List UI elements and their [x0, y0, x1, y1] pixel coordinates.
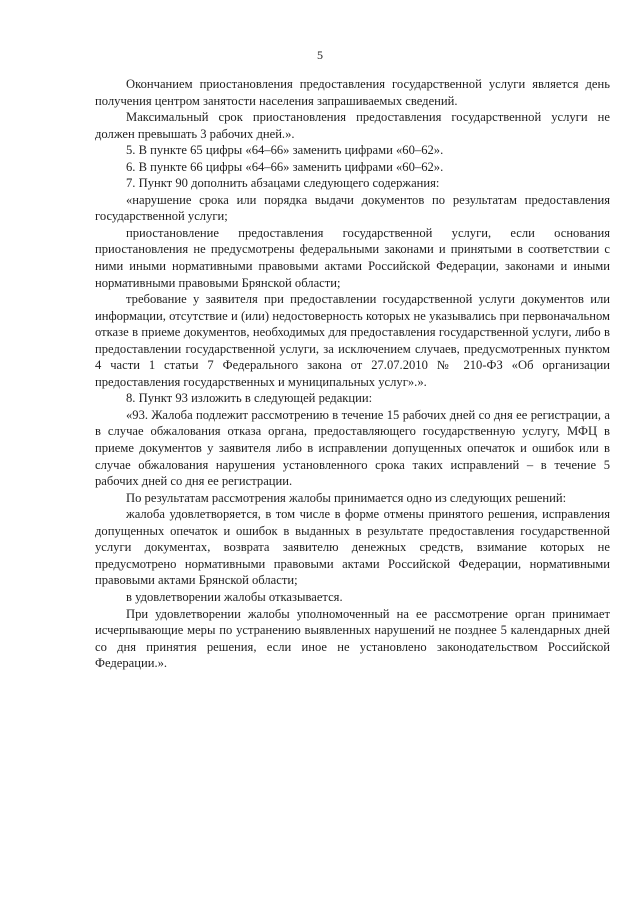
paragraph: «93. Жалоба подлежит рассмотрению в течение 15 рабочих дней со дня ее регистрации, а в случае обжалования отказа органа, предоставляющего государственную услугу, МФЦ в приеме документов у заявителя либо в исправлении допущенных опечаток и ошибок или в случае обжалования нарушения установленного срока таких исправлений – в течение 5 рабочих дней со дня ее регистрации.: [95, 407, 610, 489]
paragraph: «нарушение срока или порядка выдачи документов по результатам предоставления государственной услуги;: [95, 192, 610, 224]
paragraph: 8. Пункт 93 изложить в следующей редакции:: [126, 391, 373, 406]
document-body: [95, 76, 610, 672]
paragraph: Окончанием приостановления предоставления государственной услуги является день получения центром занятости населения запрашиваемых сведений.: [95, 77, 610, 108]
paragraph: жалоба удовлетворяется, в том числе в форме отмены принятого решения, исправления допущенных опечаток и ошибок в выданных в результате предоставления государственной услуги документах, возврата заявителю денежных средств, взимание которых не предусмотрено нормативными правовыми актами Российской Федерации, нормативными правовыми актами Брянской области;: [95, 507, 610, 588]
paragraph: 7. Пункт 90 дополнить абзацами следующего содержания:: [126, 176, 440, 191]
paragraph: По результатам рассмотрения жалобы принимается одно из следующих решений:: [126, 490, 567, 505]
page-number: 5: [317, 48, 323, 62]
paragraph: требование у заявителя при предоставлении государственной услуги документов или информации, отсутствие и (или) недостоверность которых не указывались при первоначальном отказе в приеме документов, необходимых для предоставления государственной услуги, либо в предоставлении государственной услуги, за исключением случаев, предусмотренных пунктом 4 части 1 статьи 7 Федерального закона от 27.07.2010 № 210-ФЗ «Об организации предоставления государственных и муниципальных услуг».».: [95, 292, 610, 389]
paragraph: 5. В пункте 65 цифры «64–66» заменить цифрами «60–62».: [126, 143, 444, 158]
paragraph: Максимальный срок приостановления предоставления государственной услуги не должен превышать 3 рабочих дней.».: [95, 110, 610, 141]
paragraph: приостановление предоставления государственной услуги, если основания приостановления не предусмотрены федеральными законами и принятыми в соответствии с ними иными нормативными правовыми актами Российской Федерации, законами и иными нормативными правовыми Брянской области;: [95, 225, 610, 290]
paragraph: в удовлетворении жалобы отказывается.: [126, 589, 343, 604]
paragraph: При удовлетворении жалобы уполномоченный на ее рассмотрение орган принимает исчерпывающие меры по устранению выявленных нарушений не позднее 5 календарных дней со дня принятия решения, если иное не установлено законодательством Российской Федерации.».: [95, 606, 610, 671]
paragraph: 6. В пункте 66 цифры «64–66» заменить цифрами «60–62».: [126, 159, 444, 174]
